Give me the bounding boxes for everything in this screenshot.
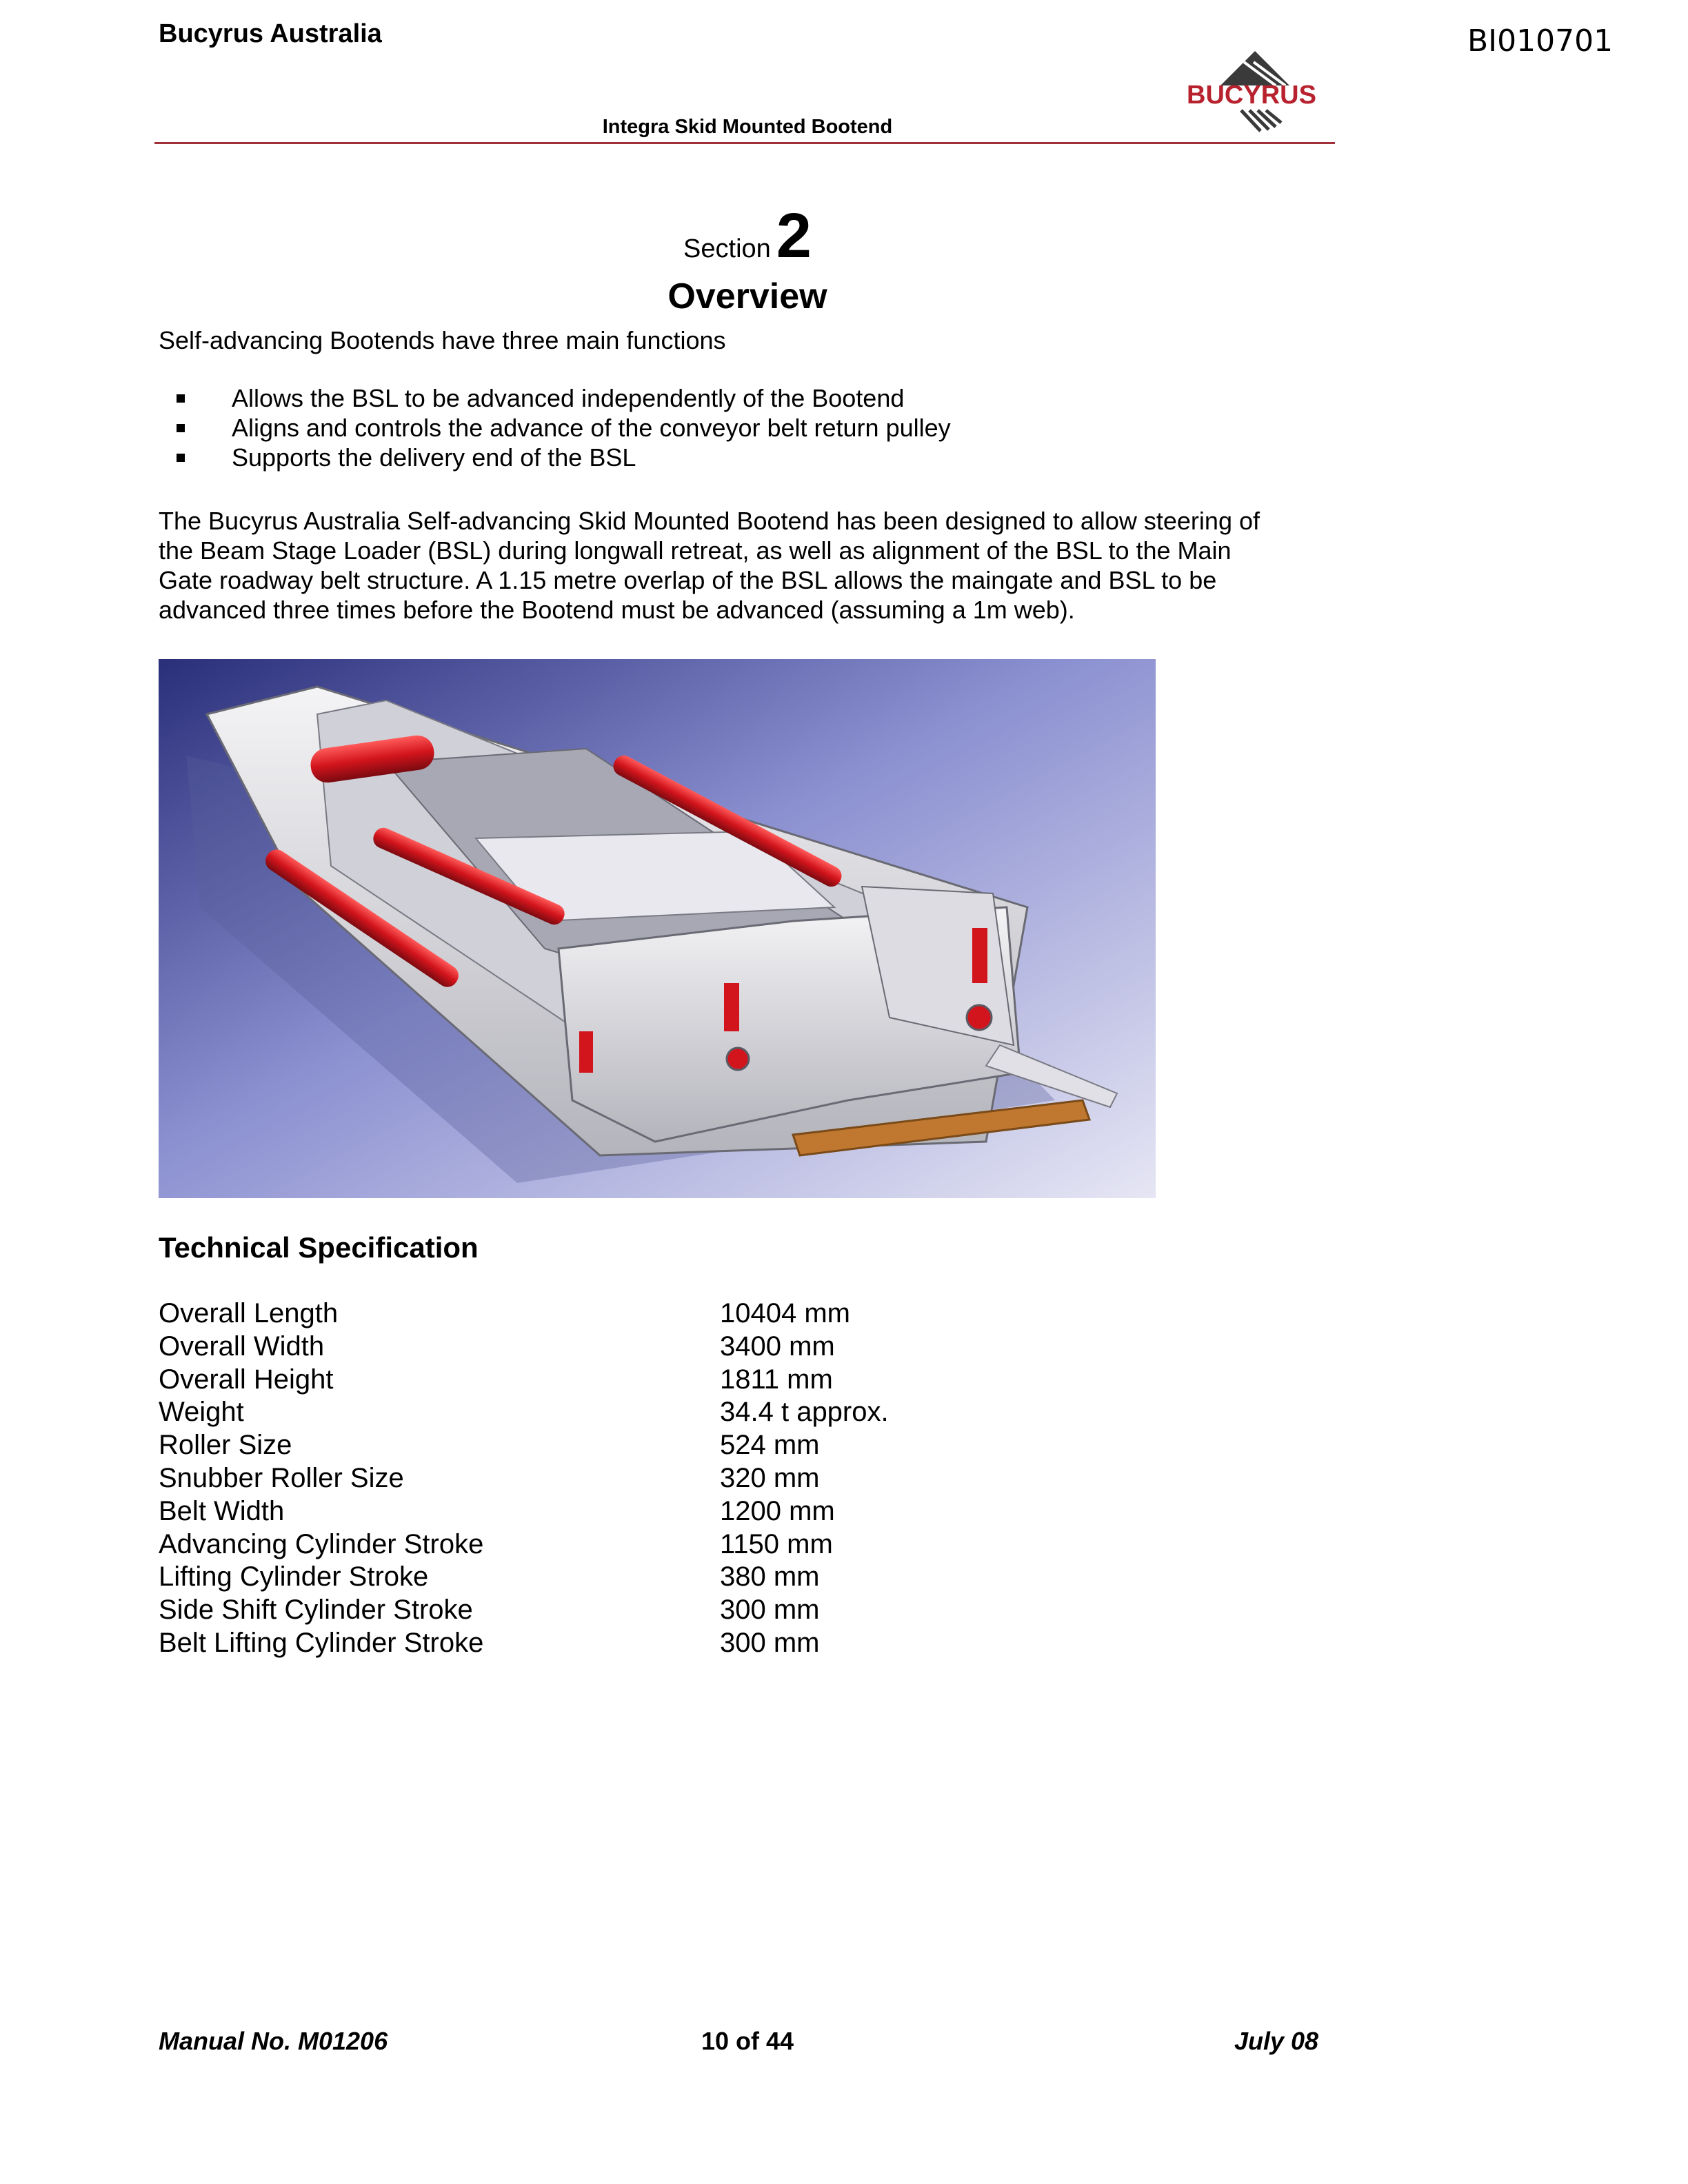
spec-heading: Technical Specification <box>159 1231 479 1264</box>
document-id: BI010701 <box>1467 23 1614 59</box>
functions-list <box>159 383 951 472</box>
header-rule <box>154 142 1335 144</box>
company-name: Bucyrus Australia <box>159 19 382 48</box>
table-row <box>159 1429 889 1462</box>
footer-page-number: 10 of 44 <box>701 2027 794 2055</box>
description-line: The Bucyrus Australia Self-advancing Skid Mounted Bootend has been designed to allow steering of <box>159 507 1260 535</box>
spec-label: Belt Lifting Cylinder Stroke <box>159 1627 484 1658</box>
spec-value: 10404 mm <box>720 1298 850 1328</box>
document-subtitle: Integra Skid Mounted Bootend <box>602 116 893 138</box>
spec-label: Advancing Cylinder Stroke <box>159 1528 484 1559</box>
table-row <box>159 1462 889 1495</box>
spec-label: Lifting Cylinder Stroke <box>159 1561 429 1593</box>
spec-label: Overall Height <box>159 1364 334 1395</box>
table-row <box>159 1594 889 1627</box>
section-heading <box>0 200 1495 272</box>
section-label: Section <box>683 234 771 263</box>
description-line: Gate roadway belt structure. A 1.15 metre overlap of the BSL allows the maingate and BSL to be <box>159 566 1217 594</box>
spec-value: 3400 mm <box>720 1331 835 1362</box>
table-row <box>159 1528 889 1561</box>
spec-label: Roller Size <box>159 1430 292 1461</box>
bootend-render-image <box>159 659 1156 1198</box>
list-item: Supports the delivery end of the BSL <box>159 443 951 472</box>
spec-value: 1200 mm <box>720 1495 835 1526</box>
table-row <box>159 1627 889 1660</box>
table-row <box>159 1495 889 1528</box>
spec-value: 300 mm <box>720 1595 820 1626</box>
spec-value: 320 mm <box>720 1462 820 1493</box>
table-row <box>159 1297 889 1331</box>
spec-value: 524 mm <box>720 1430 820 1461</box>
logo-text: BUCYRUS <box>1187 81 1316 110</box>
table-row <box>159 1561 889 1594</box>
spec-label: Snubber Roller Size <box>159 1462 404 1493</box>
intro-text: Self-advancing Bootends have three main functions <box>159 326 726 354</box>
spec-table <box>159 1297 889 1660</box>
spec-label: Side Shift Cylinder Stroke <box>159 1595 473 1626</box>
spec-value: 34.4 t approx. <box>720 1397 889 1428</box>
footer-date: July 08 <box>1234 2027 1319 2055</box>
table-row <box>159 1331 889 1364</box>
section-number: 2 <box>776 201 812 271</box>
table-row <box>159 1396 889 1429</box>
page-title: Overview <box>667 276 827 316</box>
spec-value: 380 mm <box>720 1561 820 1593</box>
list-item: Aligns and controls the advance of the conveyor belt return pulley <box>159 413 951 443</box>
description-paragraph <box>159 506 1331 625</box>
spec-value: 300 mm <box>720 1627 820 1658</box>
table-row <box>159 1364 889 1397</box>
spec-value: 1150 mm <box>720 1528 833 1559</box>
description-line: the Beam Stage Loader (BSL) during longwall retreat, as well as alignment of the BSL to the Main <box>159 536 1232 565</box>
footer-manual-number: Manual No. M01206 <box>159 2027 388 2055</box>
spec-label: Overall Width <box>159 1331 325 1362</box>
list-item: Allows the BSL to be advanced independently of the Bootend <box>159 383 951 413</box>
spec-label: Weight <box>159 1397 244 1428</box>
spec-label: Belt Width <box>159 1495 285 1526</box>
spec-value: 1811 mm <box>720 1364 833 1395</box>
spec-label: Overall Length <box>159 1298 339 1328</box>
description-line: advanced three times before the Bootend must be advanced (assuming a 1m web). <box>159 596 1075 624</box>
